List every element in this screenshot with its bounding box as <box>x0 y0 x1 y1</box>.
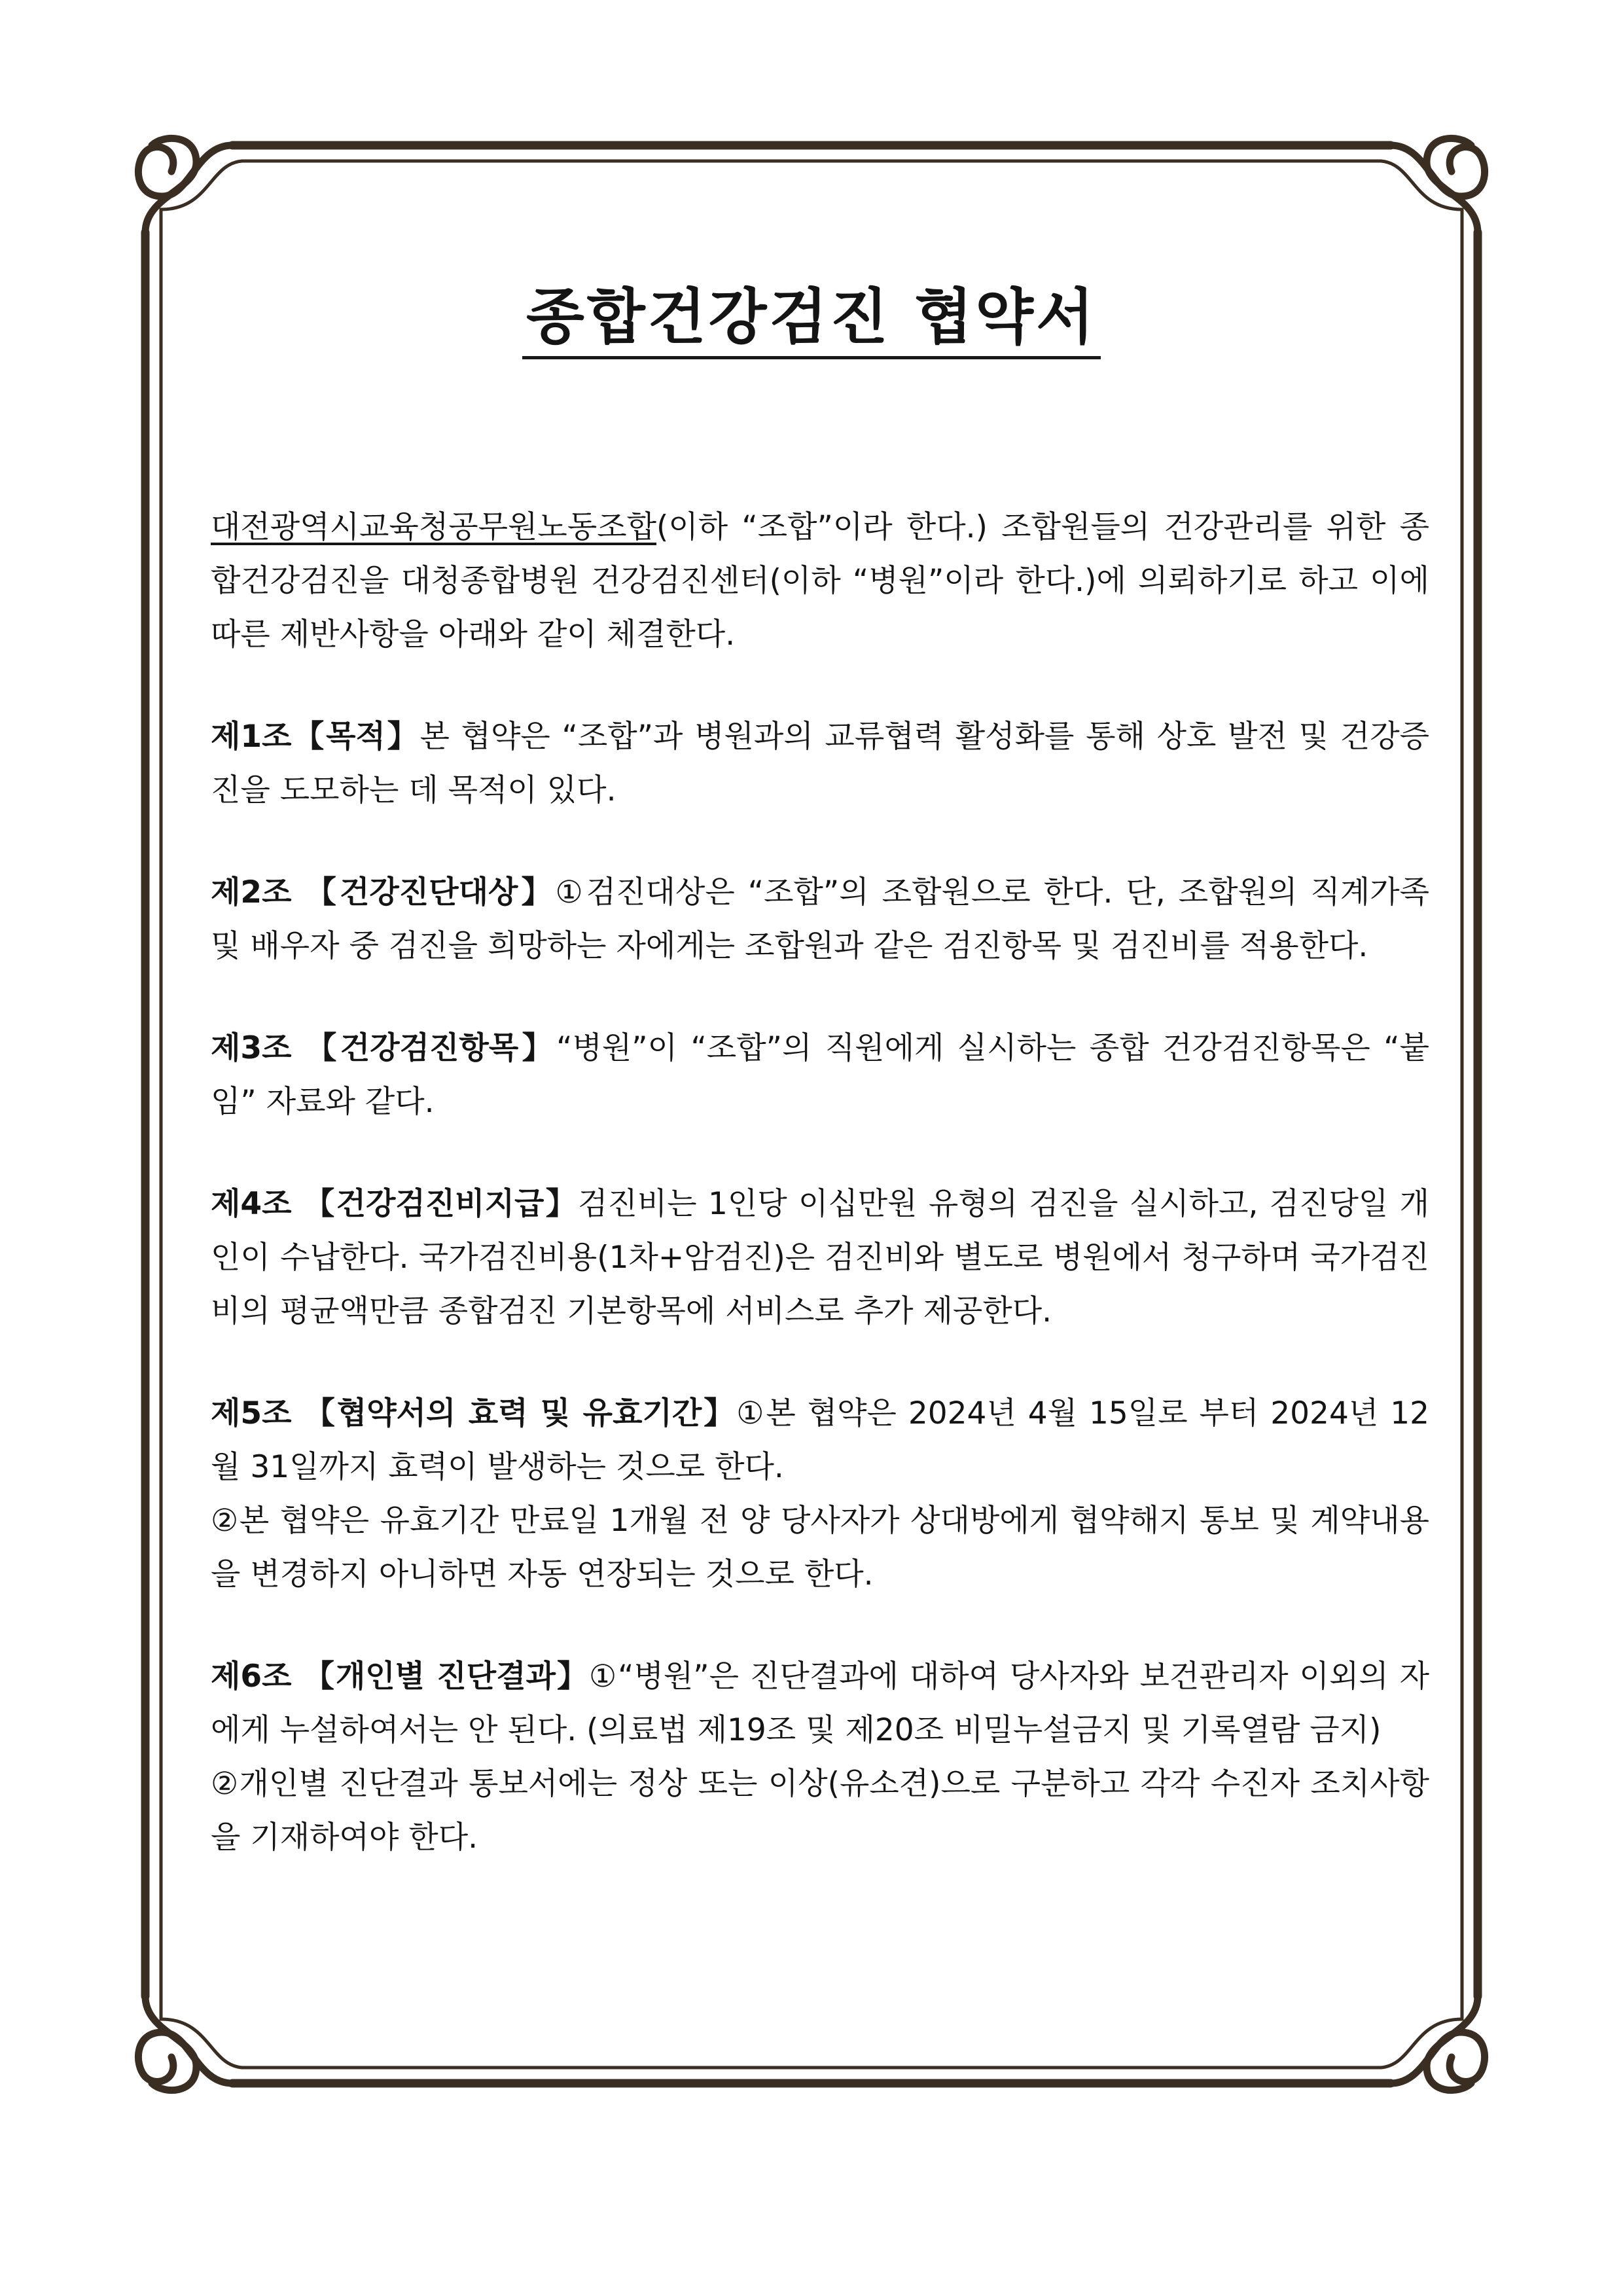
article-1 <box>211 710 1429 817</box>
article-text: 검진비는 1인당 이십만원 유형의 검진을 실시하고, 검진당일 개인이 수납한다. 국가검진비용(1차+암검진)은 검진비와 별도로 병원에서 청구하며 국가검진비의 평균액만큼 종합검진 기본항목에 서비스로 추가 제공한다. <box>211 1186 1429 1329</box>
intro-paragraph <box>211 501 1429 662</box>
article-text: ①“병원”은 진단결과에 대하여 당사자와 보건관리자 이외의 자에게 누설하여서는 안 된다. (의료법 제19조 및 제20조 비밀누설금지 및 기록열람 금지) <box>211 1659 1430 1748</box>
intro-text: (이하 “조합”이라 한다.) 조합원들의 건강관리를 위한 종합건강검진을 대청종합병원 건강검진센터(이하 “병원”이라 한다.)에 의뢰하기로 하고 이에 따른 제반사항을 아래와 같이 체결한다. <box>211 509 1429 653</box>
article-heading: 제5조 【협약서의 효력 및 유효기간】 <box>211 1395 737 1431</box>
article-4 <box>211 1177 1429 1338</box>
article-text: ①본 협약은 2024년 4월 15일로 부터 2024년 12월 31일까지 효력이 발생하는 것으로 한다. <box>211 1395 1429 1485</box>
article-heading: 제2조 【건강진단대상】 <box>211 874 556 910</box>
article-subparagraph: ②본 협약은 유효기간 만료일 1개월 전 양 당사자가 상대방에게 협약해지 통보 및 계약내용을 변경하지 아니하면 자동 연장되는 것으로 한다. <box>211 1503 1429 1592</box>
document-body <box>211 501 1429 1913</box>
article-5 <box>211 1387 1429 1602</box>
union-name: 대전광역시교육청공무원노동조합 <box>211 509 657 545</box>
article-text: 본 협약은 “조합”과 병원과의 교류협력 활성화를 통해 상호 발전 및 건강증진을 도모하는 데 목적이 있다. <box>211 719 1429 808</box>
article-6 <box>211 1650 1429 1865</box>
document-title-text: 종합건강검진 협약서 <box>522 282 1101 359</box>
article-text: ①검진대상은 “조합”의 조합원으로 한다. 단, 조합원의 직계가족 및 배우자 중 검진을 희망하는 자에게는 조합원과 같은 검진항목 및 검진비를 적용한다. <box>211 874 1430 964</box>
article-subparagraph: ②개인별 진단결과 통보서에는 정상 또는 이상(유소견)으로 구분하고 각각 수진자 조치사항을 기재하여야 한다. <box>211 1766 1429 1856</box>
article-text: “병원”이 “조합”의 직원에게 실시하는 종합 건강검진항목은 “붙임” 자료와 같다. <box>211 1030 1429 1120</box>
article-heading: 제6조 【개인별 진단결과】 <box>211 1659 589 1695</box>
article-heading: 제3조 【건강검진항목】 <box>211 1030 557 1066</box>
article-3 <box>211 1022 1429 1129</box>
article-heading: 제1조【목적】 <box>211 719 420 755</box>
article-2 <box>211 866 1429 973</box>
article-heading: 제4조 【건강검진비지급】 <box>211 1186 579 1222</box>
document-title <box>0 281 1623 353</box>
